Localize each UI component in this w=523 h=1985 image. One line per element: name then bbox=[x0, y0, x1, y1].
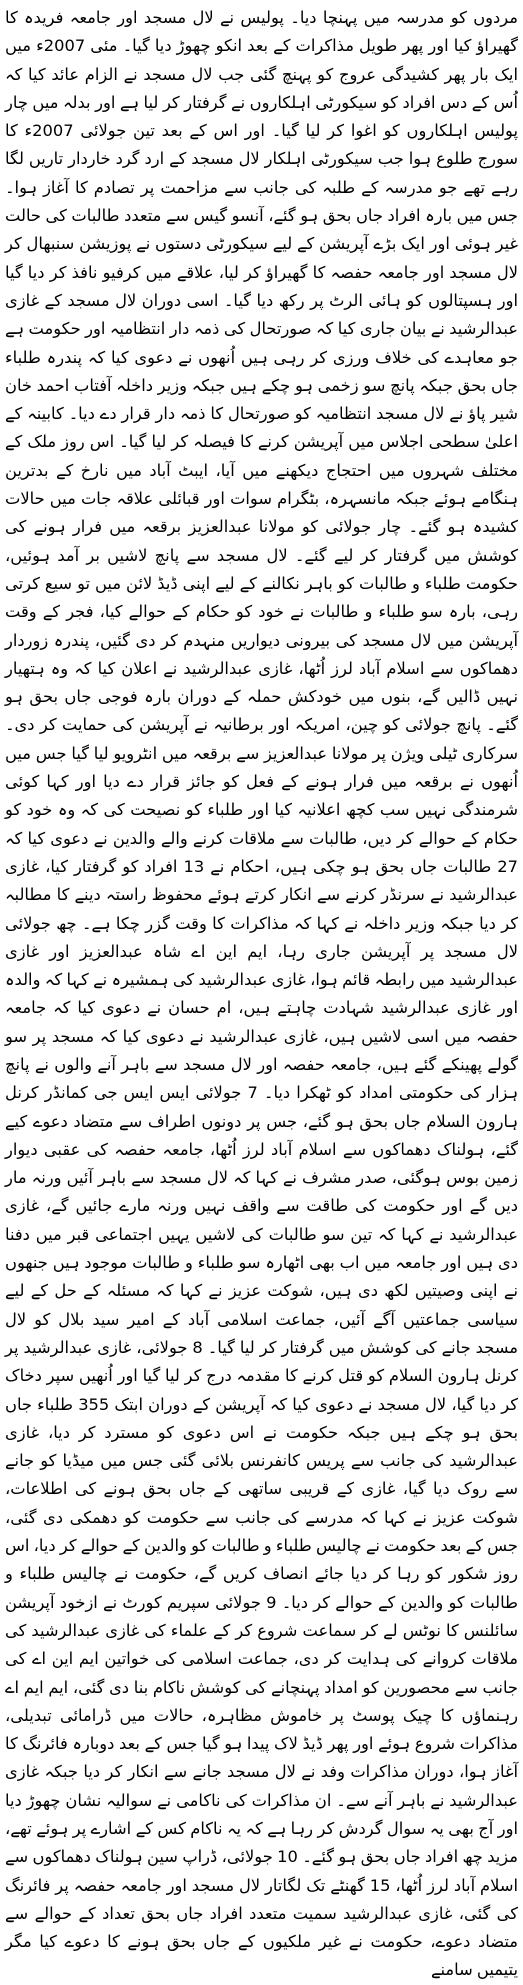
article-text: مردوں کو مدرسہ میں پہنچا دیا۔ پولیس نے لال مسجد اور جامعہ فریدہ کا گھیراؤ کیا اور پھر طویل مذاکرات کے بعد انکو چھوڑ دیا گیا۔ مئی 2007ء میں ایک بار پھر کشیدگی عروج کو پہنچ گئی جب لال مسجد نے الزام عائد کیا کہ اُس کے دس افراد کو سیکورٹی اہلکاروں نے گرفتار کر لیا ہے اور بدلہ میں چار پولیس اہلکاروں کو اغوا کر لیا گیا۔ اور اس کے بعد تین جولائی 2007ء کا سورج طلوع ہوا جب سیکورٹی اہلکار لال مسجد کے ارد گرد خاردار تاریں لگا رہے تھے جو مدرسہ کے طلبہ کی جانب سے مزاحمت پر تصادم کا آغاز ہوا۔ جس میں بارہ افراد جاں بحق ہو گئے، آنسو گیس سے متعدد طالبات کی حالت غیر ہوئی اور ایک بڑے آپریشن کے لیے سیکورٹی دستوں نے پوزیشن سنبھال کر لال مسجد اور جامعہ حفصہ کا گھیراؤ کر لیا، علاقے میں کرفیو نافذ کر دیا گیا اور ہسپتالوں کو ہائی الرٹ پر رکھ دیا گیا۔ اسی دوران لال مسجد کے غازی عبدالرشید نے بیان جاری کیا کہ صورتحال کی ذمہ دار انتظامیہ اور حکومت ہے جو معاہدے کی خلاف ورزی کر رہی ہیں اُنھوں نے دعوی کیا کہ پندرہ طلباء جاں بحق جبکہ پانچ سو زخمی ہو چکے ہیں جبکہ وزیر داخلہ آفتاب احمد خان شیر پاؤ نے لال مسجد انتظامیہ کو صورتحال کا ذمہ دار قرار دے دیا۔ کابینہ کے اعلیٰ سطحی اجلاس میں آپریشن کرنے کا فیصلہ کر لیا گیا۔ اس روز ملک کے مختلف شہروں میں احتجاج دیکھنے میں آیا، ایبٹ آباد میں نارخ کے بدترین ہنگامے ہوئے جبکہ مانسہرہ، بٹگرام سوات اور قبائلی علاقہ جات میں حالات کشیدہ ہو گئے۔ چار جولائی کو مولانا عبدالعزیز برقعہ میں فرار ہونے کی کوشش میں گرفتار کر لیے گئے۔ لال مسجد سے پانچ لاشیں بر آمد ہوئیں، حکومت طلباء و طالبات کو باہر نکالنے کے لیے اپنی ڈیڈ لائن میں تو سیع کرتی رہی، بارہ سو طلباء و طالبات نے خود کو حکام کے حوالے کیا، فجر کے وقت آپریشن میں لال مسجد کی بیرونی دیواریں منہدم کر دی گئیں، پندرہ زوردار دھماکوں سے اسلام آباد لرز اُٹھا، غازی عبدالرشید نے اعلان کیا کہ وہ ہتھیار نہیں ڈالیں گے، بنوں میں خودکش حملہ کے دوران بارہ فوجی جاں بحق ہو گئے۔ پانچ جولائی کو چین، امریکہ اور برطانیہ نے آپریشن کی حمایت کر دی۔ سرکاری ٹیلی ویژن پر مولانا عبدالعزیز سے برقعہ میں انٹرویو لیا گیا جس میں اُنھوں نے برقعہ میں فرار ہونے کے فعل کو جائز قرار دے دیا اور کہا کوئی شرمندگی نہیں سب کچھ اعلانیہ کیا اور طلباء کو نصیحت کی کہ وہ خود کو حکام کے حوالے کر دیں، طالبات سے ملاقات کرنے والے والدین نے دعوی کیا کہ 27 طالبات جاں بحق ہو چکی ہیں، احکام نے 13 افراد کو گرفتار کیا، غازی عبدالرشید نے سرنڈر کرنے سے انکار کرتے ہوئے محفوظ راستہ دینے کا مطالبہ کر دیا جبکہ وزیر داخلہ نے کہا کہ مذاکرات کا وقت گزر چکا ہے۔ چھ جولائی لال مسجد پر آپریشن جاری رہا، ایم این اے شاہ عبدالعزیز اور غازی عبدالرشید میں رابطہ قائم ہوا، غازی عبدالرشید کی ہمشیرہ نے کہا کہ والدہ اور غازی عبدالرشید شہادت چاہتے ہیں، ام حسان نے دعوی کیا کہ جامعہ حفصہ میں اسی لاشیں ہیں، غازی عبدالرشید نے دعوی کیا کہ مسجد پر سو گولے پھینکے گئے ہیں، جامعہ حفصہ اور لال مسجد سے باہر آنے والوں نے پانچ ہزار کی حکومتی امداد کو ٹھکرا دیا۔ 7 جولائی ایس ایس جی کمانڈر کرنل ہارون السلام جاں بحق ہو گئے، جس پر دونوں اطراف سے متضاد دعوے کیے گئے، ہولناک دھماکوں سے اسلام آباد لرز اُٹھا، جامعہ حفصہ کی عقبی دیوار زمین بوس ہوگئی، صدر مشرف نے کہا کہ لال مسجد سے باہر آئیں ورنہ مار دیں گے اور حکومت کی طاقت سے واقف نہیں ورنہ مارے جائیں گے، غازی عبدالرشید نے کہا کہ تین سو طالبات کی لاشیں یہیں اجتماعی قبر میں دفنا دی ہیں اور جامعہ میں اب بھی اٹھارہ سو طلباء و طالبات موجود ہیں جنھوں نے اپنی وصیتیں لکھ دی ہیں، شوکت عزیز نے کہا کہ مسئلہ کے حل کے لیے سیاسی جماعتیں آگے آئیں، جماعت اسلامی آباد کے امیر سید بلال کو لال مسجد جانے کی کوشش میں گرفتار کر لیا گیا۔ 8 جولائی، غازی عبدالرشید پر کرنل ہارون السلام کو قتل کرنے کا مقدمہ درج کر لیا گیا اور اُنھیں سپر دخاک کر دیا گیا، لال مسجد نے دعوی کیا کہ آپریشن کے دوران ابتک 355 طلباء جاں بحق ہو چکے ہیں جبکہ حکومت نے اس دعوی کو مسترد کر دیا، غازی عبدالرشید کی جانب سے پریس کانفرنس بلائی گئی جس میں میڈیا کو جانے سے روک دیا گیا، غازی کے قریبی ساتھی کے جاں بحق ہونے کی اطلاعات، شوکت عزیز نے کہا کہ مدرسے کی جانب سے حکومت کو دھمکی دی گئی، جس کے بعد حکومت نے چالیس طلباء و طالبات کو والدین کے حوالے کر دیا، اس روز شکور کو رہا کر دیا جائے انصاف کریں گے، حکومت نے چالیس طلباء و طالبات کو والدین کے حوالے کر دیا۔ 9 جولائی سپریم کورٹ نے ازخود آپریشن سائلنس کا نوٹس لے کر سماعت شروع کر کے علماء کی غازی عبدالرشید کی ملاقات کروانے کی ہدایت کر دی، جماعت اسلامی کی خواتین ایم این اے کی جانب سے محصورین کو امداد پہنچانے کی کوشش ناکام بنا دی گئی، ایم ایم اے رہنماؤں کا چیک پوسٹ پر خاموش مظاہرہ، حالات میں ڈرامائی تبدیلی، مذاکرات شروع ہوئے اور پھر ڈیڈ لاک پیدا ہو گیا جس کے بعد دوبارہ فائرنگ کا آغاز ہوا، دوران مذاکرات وفد نے لال مسجد جانے سے انکار کر دیا جبکہ غازی عبدالرشید نے باہر آنے سے۔ ان مذاکرات کی ناکامی نے سوالیہ نشان چھوڑ دیا اور آج بھی یہ سوال گردش کر رہا ہے کہ یہ ناکام کس کے اشارے پر ہوئے تھے، مزید چھ افراد جاں بحق ہو گئے۔ 10 جولائی، ڈراپ سین ہولناک دھماکوں سے اسلام آباد لرز اُٹھا، 15 گھنٹے تک لگاتار لال مسجد اور جامعہ حفصہ پر فائرنگ کی گئی، غازی عبدالرشید سمیت متعدد افراد جاں بحق تعداد کے حوالے سے متضاد دعوے، حکومت نے غیر ملکیوں کے جاں بحق ہونے کا دعوے کیا مگر یتیمیں سامنے bbox=[5, 8, 519, 1980]
